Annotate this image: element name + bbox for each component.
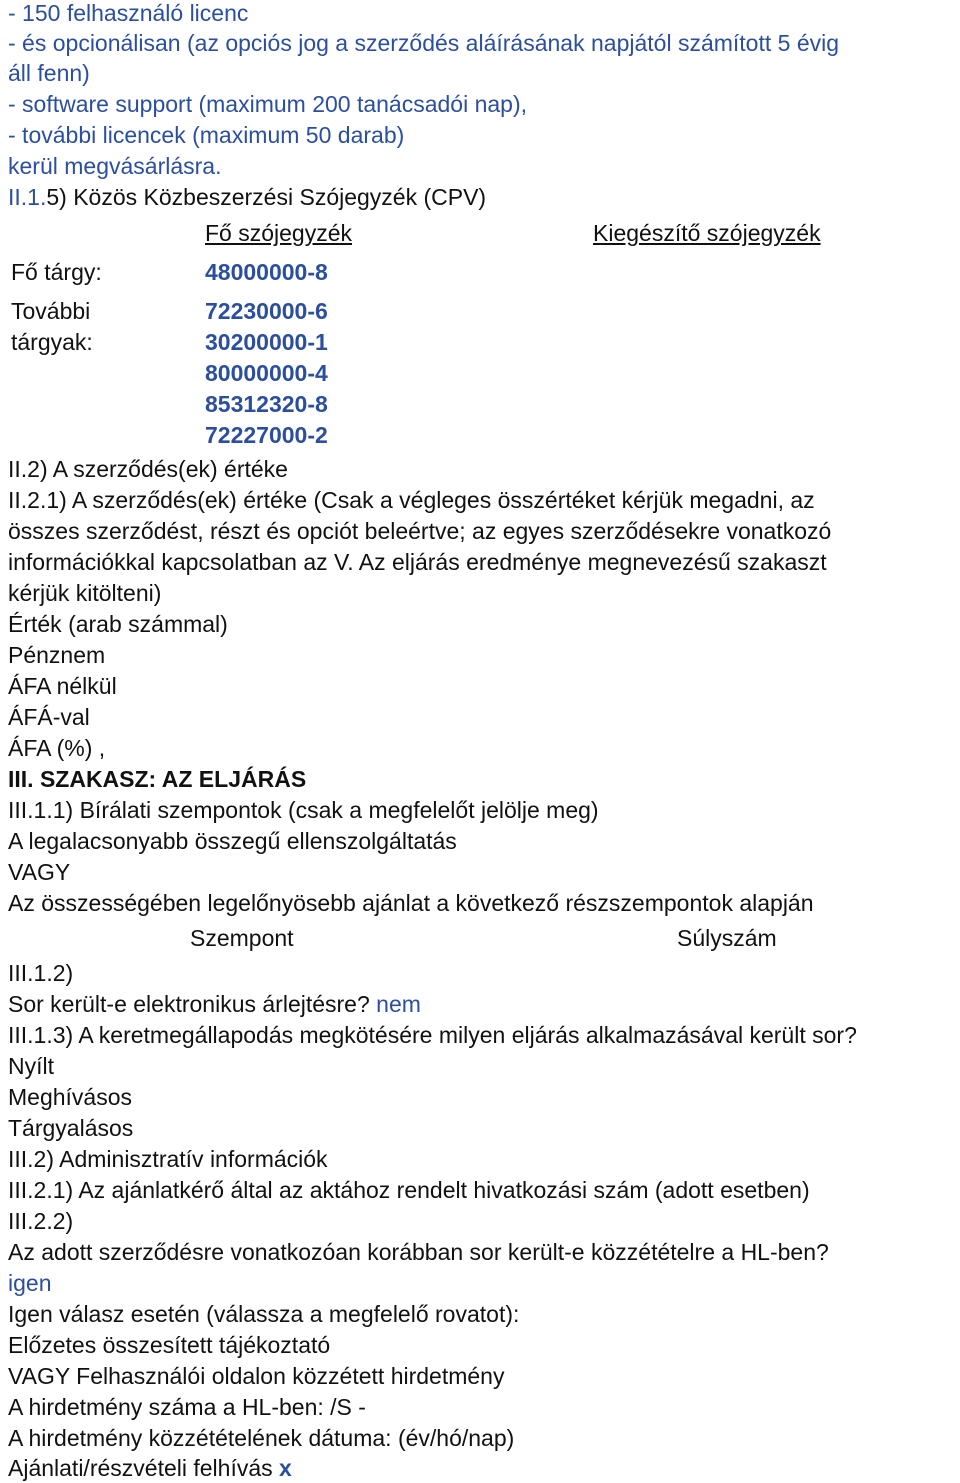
cpv-other-code: 72230000-6 (205, 298, 328, 324)
paragraph-line: kérjük kitölteni) (8, 580, 162, 606)
cpv-heading: II.1.5) Közös Közbeszerzési Szójegyzék (CPV) (8, 184, 487, 210)
criterion-column: Szempont (190, 925, 294, 951)
cpv-column-extra: Kiegészítő szójegyzék (593, 220, 821, 246)
list-item: - software support (maximum 200 tanácsadói nap), (8, 91, 528, 117)
paragraph-line: A hirdetmény közzétételének dátuma: (év/hó/nap) (8, 1425, 515, 1451)
paragraph-line: Az adott szerződésre vonatkozóan korábban sor került-e közzétételre a HL-ben? (8, 1239, 829, 1265)
e-auction-line (8, 991, 421, 1018)
cpv-other-code: 30200000-1 (205, 329, 328, 355)
paragraph-line: összes szerződést, részt és opciót beleértve; az egyes szerződésekre vonatkozó (8, 518, 832, 544)
invitation-label: Ajánlati/részvételi felhívás (8, 1455, 273, 1481)
paragraph-line: Nyílt (8, 1053, 54, 1079)
paragraph-line: III.2.1) Az ajánlatkérő által az aktához rendelt hivatkozási szám (adott esetben) (8, 1177, 810, 1203)
section-title: III. SZAKASZ: AZ ELJÁRÁS (8, 766, 307, 792)
paragraph-line: Előzetes összesített tájékoztató (8, 1332, 331, 1358)
paragraph-line: Tárgyalásos (8, 1115, 134, 1141)
cpv-other-label: További (11, 298, 91, 324)
cpv-other-label: tárgyak: (11, 329, 93, 355)
cpv-heading-text: 5) Közös Közbeszerzési Szójegyzék (CPV) (46, 184, 487, 210)
cpv-main-code: 48000000-8 (205, 259, 328, 285)
paragraph-line: A legalacsonyabb összegű ellenszolgáltatás (8, 828, 457, 854)
paragraph-line: III.2.2) (8, 1208, 74, 1234)
invitation-line (8, 1455, 292, 1482)
invitation-mark: x (279, 1455, 292, 1481)
paragraph-line: III.2) Adminisztratív információk (8, 1146, 328, 1172)
field-label: Pénznem (8, 642, 106, 668)
cpv-column-main: Fő szójegyzék (205, 220, 353, 246)
list-item: - 150 felhasználó licenc (8, 0, 249, 26)
paragraph-line: VAGY (8, 859, 71, 885)
field-label: ÁFA (%) , (8, 735, 106, 761)
cpv-main-label: Fő tárgy: (11, 259, 102, 285)
paragraph-line: II.2.1) A szerződés(ek) értéke (Csak a végleges összértéket kérjük megadni, az (8, 487, 815, 513)
weight-column: Súlyszám (677, 925, 777, 951)
list-item: áll fenn) (8, 60, 90, 86)
cpv-other-code: 72227000-2 (205, 422, 328, 448)
answer-value: igen (8, 1270, 52, 1296)
paragraph-line: Meghívásos (8, 1084, 133, 1110)
list-item: kerül megvásárlásra. (8, 153, 222, 179)
cpv-other-code: 85312320-8 (205, 391, 328, 417)
paragraph-line: Igen válasz esetén (válassza a megfelelő rovatot): (8, 1301, 520, 1327)
cpv-other-code: 80000000-4 (205, 360, 328, 386)
paragraph-line: III.1.1) Bírálati szempontok (csak a megfelelőt jelölje meg) (8, 797, 599, 823)
field-label: ÁFA nélkül (8, 673, 117, 699)
paragraph-line: információkkal kapcsolatban az V. Az eljárás eredménye megnevezésű szakaszt (8, 549, 827, 575)
paragraph-line: A hirdetmény száma a HL-ben: /S - (8, 1394, 366, 1420)
field-label: Érték (arab számmal) (8, 611, 228, 637)
paragraph-line: III.1.2) (8, 960, 74, 986)
paragraph-line: Az összességében legelőnyösebb ajánlat a következő részszempontok alapján (8, 890, 814, 916)
paragraph-line: VAGY Felhasználói oldalon közzétett hirdetmény (8, 1363, 505, 1389)
e-auction-question: Sor került-e elektronikus árlejtésre? (8, 991, 370, 1017)
value-heading: II.2) A szerződés(ek) értéke (8, 456, 288, 482)
field-label: ÁFÁ-val (8, 704, 90, 730)
e-auction-answer: nem (376, 991, 421, 1017)
paragraph-line: III.1.3) A keretmegállapodás megkötésére milyen eljárás alkalmazásával került sor? (8, 1022, 857, 1048)
list-item: - további licencek (maximum 50 darab) (8, 122, 405, 148)
list-item: - és opcionálisan (az opciós jog a szerződés aláírásának napjától számított 5 évig (8, 30, 840, 56)
